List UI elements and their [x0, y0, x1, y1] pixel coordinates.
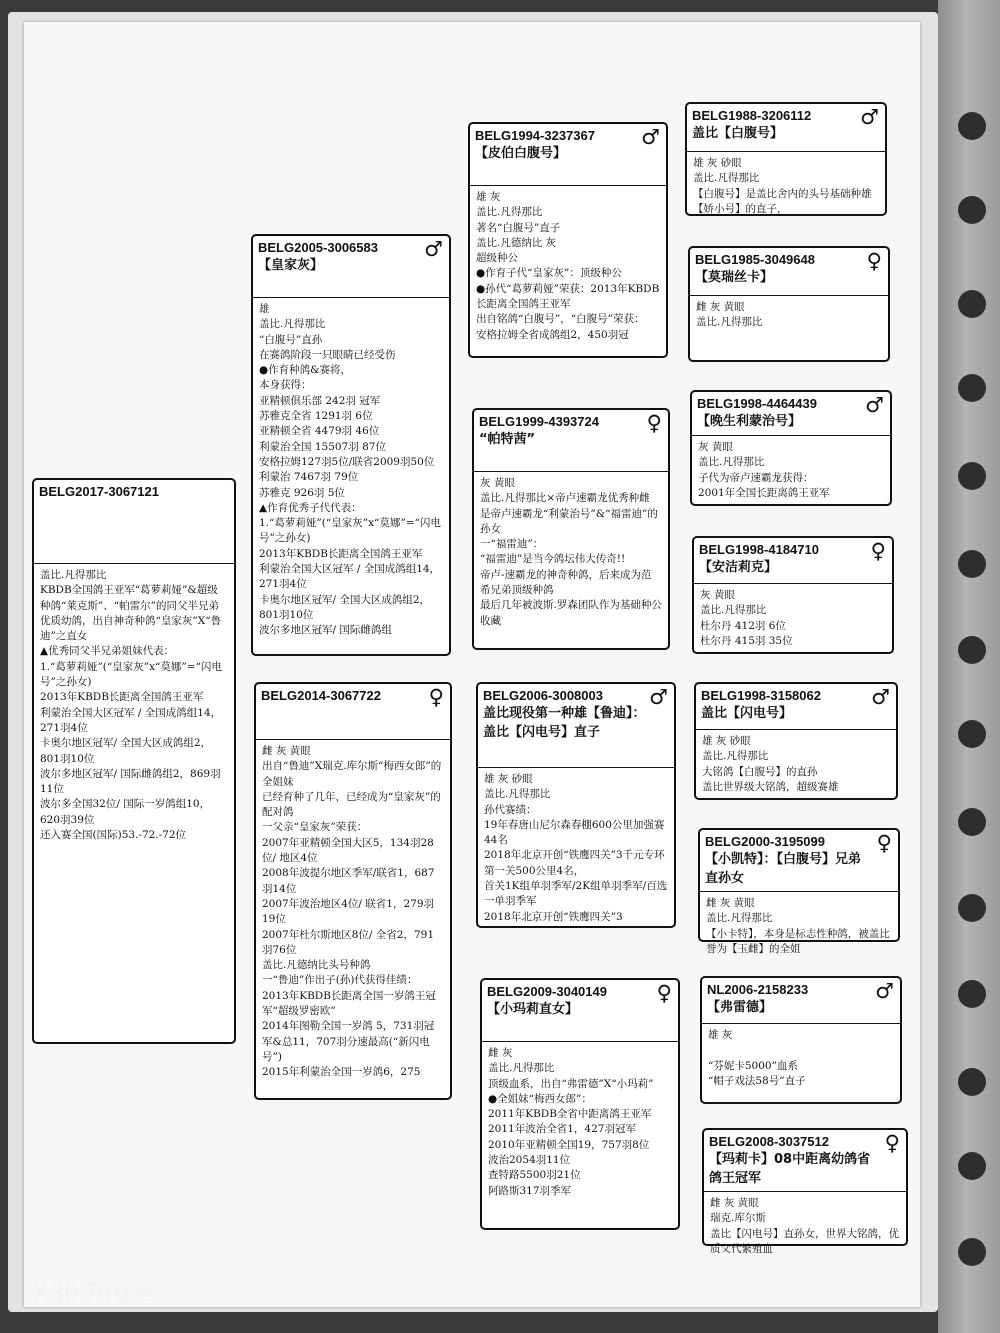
- ring-number: BELG1998-4184710: [699, 542, 819, 557]
- pigeon-name: 【小玛莉直女】: [487, 1002, 579, 1017]
- card-header: [696, 684, 896, 730]
- ring-number: BELG1994-3237367: [475, 128, 595, 143]
- card-details: 雄 灰 盖比.凡得那比 著名“白腹号”直子 盖比.凡德纳比 灰 超级种公 ●作育子代“皇家灰”：顶级种公 ●孙代“葛萝莉娅”荣获：2013年KBDB长距离全国鸽王亚军 出自铭鸽“白腹号”，“白腹号”荣获： 安格拉姆全省成鸽组2，450羽冠: [476, 191, 660, 341]
- binder-hole: [958, 112, 986, 140]
- male-icon: ♂: [875, 979, 894, 1003]
- female-icon: ♀: [870, 539, 886, 563]
- card-header: [690, 248, 888, 296]
- male-icon: ♂: [871, 685, 890, 709]
- binder-hole: [958, 808, 986, 836]
- card-header: [692, 392, 890, 436]
- card-details: 灰 黄眼 盖比.凡得那比 杜尔丹 412羽 6位 杜尔丹 415羽 35位: [700, 589, 793, 647]
- pedigree-card-ancestor: [692, 536, 894, 654]
- card-details: 雌 灰 黄眼 盖比.凡得那比 【小卡特】，本身是标志性种鸽，被盖比誉为【玉雌】的全姐: [706, 897, 890, 955]
- card-details: 雄 盖比.凡得那比 “白腹号”直孙 在赛鸽阶段一只眼睛已经受伤 ●作育种鸽&赛将， 本身获得： 亚精顿俱乐部 242羽 冠军 苏雅克全省 1291羽 6位 亚精顿全省 4479羽 46位 利蒙治全国 15507羽 87位 安格拉姆127羽5位/联省2009羽50位 利蒙治 7467羽 79位 苏雅克 926羽 5位 ▲作育优秀子代代表： 1.“葛萝莉娅”(“皇家灰”x“莫娜”=“闪电号”之孙女) 2013年KBDB长距离全国鸽王亚军 利蒙治全国大区冠军 / 全国成鸽组14，271羽4位 卡奥尔地区冠军/ 全国大区成鸽组2，801羽10位 波尔多地区冠军/ 国际雌鸽组: [259, 303, 441, 637]
- card-header: [34, 480, 234, 564]
- male-icon: ♂: [641, 125, 660, 149]
- binder-hole: [958, 290, 986, 318]
- pigeon-name: 【弗雷德】: [707, 1000, 773, 1015]
- pedigree-card-ancestor: [698, 828, 900, 955]
- pigeon-name: 盖比【白腹号】: [692, 126, 784, 141]
- card-header: [478, 684, 674, 768]
- binder-hole: [958, 374, 986, 402]
- female-icon: ♀: [884, 1131, 900, 1155]
- pigeon-name: 【小凯特】：【白腹号】兄弟直孙女: [705, 852, 862, 886]
- male-icon: ♂: [865, 393, 884, 417]
- female-icon: ♀: [428, 685, 444, 709]
- card-header: [470, 124, 666, 186]
- binder-hole: [958, 894, 986, 922]
- card-header: [702, 978, 900, 1024]
- card-header: [256, 684, 450, 740]
- card-details: 雌 灰 盖比.凡得那比 顶级血系，出自“弗雷德”X“小玛莉” ●全姐妹“梅西女郎”： 2011年KBDB全省中距离鸽王亚军 2011年波治全省1，427羽冠军 2010年亚精顿全国19，757羽8位 波治2054羽11位 查特路5500羽21位 阿路斯317羽季军: [488, 1047, 654, 1197]
- binder-hole: [958, 550, 986, 578]
- card-header: [700, 830, 898, 892]
- card-header: [694, 538, 892, 584]
- card-header: [687, 104, 885, 152]
- binder-hole: [958, 1238, 986, 1266]
- female-icon: ♀: [876, 831, 892, 855]
- pedigree-card-subject: [32, 478, 236, 1044]
- binder-hole: [958, 720, 986, 748]
- pedigree-card-granddam-maternal: [480, 978, 680, 1230]
- female-icon: ♀: [866, 249, 882, 273]
- pigeon-name: 盖比现役第一种雄【鲁迪】：盖比【闪电号】直子: [483, 706, 646, 740]
- card-details: 雄 灰 “芬妮卡5000”血系 “帽子戏法58号”直子: [708, 1029, 806, 1087]
- card-header: [474, 410, 668, 472]
- pigeon-name: 【皮伯白腹号】: [475, 146, 567, 161]
- binder-hole: [958, 196, 986, 224]
- ring-number: BELG1985-3049648: [695, 252, 815, 267]
- ring-number: BELG2009-3040149: [487, 984, 607, 999]
- pedigree-card-dam: [254, 682, 452, 1100]
- pedigree-card-ancestor: [690, 390, 892, 506]
- card-details: 灰 黄眼 盖比.凡得那比×帝卢速霸龙优秀种雌 是帝卢速霸龙“利蒙治号”&“福雷迪”的孙女 一“福雷迪”： “福雷迪”是当今鸽坛伟大传奇!! 帝卢-速霸龙的神奇种鸽，后来成为范希兄弟顶级种鸽 最后几年被波斯.罗森团队作为基础种公收藏: [480, 477, 662, 627]
- card-header: [482, 980, 678, 1042]
- pigeon-name: “帕特茜”: [479, 432, 536, 447]
- pigeon-name: 【晚生利蒙治号】: [697, 414, 802, 429]
- pedigree-card-granddam-paternal: [472, 408, 670, 650]
- pedigree-card-grandsire-maternal: [476, 682, 676, 928]
- ring-number: BELG1999-4393724: [479, 414, 599, 429]
- card-details: 雄 灰 砂眼 盖比.凡得那比 大铭鸽【白腹号】的直孙 盖比世界级大铭鸽，超级赛雄: [702, 735, 839, 793]
- card-details: 雄 灰 砂眼 盖比.凡得那比 【白腹号】是盖比舍内的头号基础种雄【娇小号】的直子，: [693, 157, 872, 215]
- card-details: 雌 灰 黄眼 瑞克.库尔斯 盖比【闪电号】直孙女，世界大铭鸽，优质父代繁殖血: [710, 1197, 899, 1255]
- pedigree-card-ancestor: [702, 1128, 908, 1255]
- binder-hole: [958, 980, 986, 1008]
- female-icon: ♀: [656, 981, 672, 1005]
- binder-hole: [958, 636, 986, 664]
- pedigree-card-ancestor: [685, 102, 887, 216]
- card-details: 盖比.凡得那比 KBDB全国鸽王亚军“葛萝莉娅”&超级种鸽“莱克斯”、“帕雷尔”的同父半兄弟 优质幼鸽，出自神奇种鸽“皇家灰”X“鲁迪”之直女 ▲优秀同父半兄弟姐妹代表： 1.“葛萝莉娅”(“皇家灰”x“莫娜”=“闪电号”之孙女) 2013年KBDB长距离全国鸽王亚军 利蒙治全国大区冠军 / 全国成鸽组14，271羽4位 卡奥尔地区冠军/ 全国大区成鸽组2，801羽10位 波尔多地区冠军/ 国际雌鸽组2，869羽11位 波尔多全国32位/ 国际一岁鸽组10，620羽39位 还入赛全国(国际)53.-72.-72位: [40, 569, 222, 842]
- pigeon-name: 【玛莉卡】08中距离幼鸽省鸽王冠军: [709, 1152, 871, 1186]
- pigeon-name: 盖比【闪电号】: [701, 706, 793, 721]
- ring-number: BELG2017-3067121: [39, 484, 159, 499]
- card-header: [704, 1130, 906, 1192]
- pigeon-name: 【莫瑞丝卡】: [695, 270, 774, 285]
- pedigree-card-grandsire-paternal: [468, 122, 668, 358]
- pedigree-sheet: [24, 22, 920, 1307]
- card-details: 雌 灰 黄眼 出自“鲁迪”X瑞克.库尔斯“梅西女郎”的全姐妹 已经育种了几年，已经成为“皇家灰”的配对鸽 一父亲“皇家灰”荣获： 2007年亚精顿全国大区5，134羽28位/ 地区4位 2008年波提尔地区季军/联省1，687羽14位 2007年波治地区4位/ 联省1，279羽19位 2007年杜尔斯地区8位/ 全省2，791羽76位 盖比.凡德纳比头号种鸽 一“鲁迪”作出子(孙)代获得佳绩： 2013年KBDB长距离全国一岁鸽王冠军“超级罗密欧” 2014年图勒全国一岁鸽 5，731羽冠军&总11，707羽分速最高(“新闪电号”) 2015年利蒙治全国一岁鸽6，275: [262, 745, 442, 1079]
- binder-hole: [958, 1068, 986, 1096]
- binder-hole: [958, 462, 986, 490]
- ring-number: BELG1998-4464439: [697, 396, 817, 411]
- binder-hole: [958, 1152, 986, 1180]
- ring-number: BELG2000-3195099: [705, 834, 825, 849]
- female-icon: ♀: [646, 411, 662, 435]
- camera-watermark: [32, 1279, 157, 1308]
- pedigree-card-ancestor: [700, 976, 902, 1104]
- card-header: [253, 236, 449, 298]
- card-details: 雄 灰 砂眼 盖比.凡得那比 孙代赛绩： 19年春唐山尼尔森春棚600公里加强赛44名 2018年北京开创“铁鹰四关”3千元专环第一关500公里4名， 首关1K组单羽季军/2K组单羽季军/百选一单羽季军 2018年北京开创“铁鹰四关”3: [484, 773, 668, 923]
- male-icon: ♂: [649, 685, 668, 709]
- ring-number: NL2006-2158233: [707, 982, 809, 997]
- ring-number: BELG2006-3008003: [483, 688, 603, 703]
- pedigree-card-ancestor: [688, 246, 890, 362]
- card-details: 雌 灰 黄眼 盖比.凡得那比: [696, 301, 763, 329]
- pedigree-card-ancestor: [694, 682, 898, 800]
- card-details: 灰 黄眼 盖比.凡得那比 子代为帝卢速霸龙获得： 2001年全国长距离鸽王亚军: [698, 441, 830, 499]
- pigeon-name: 【安洁莉克】: [699, 560, 778, 575]
- ring-number: BELG1988-3206112: [692, 108, 812, 123]
- male-icon: ♂: [424, 237, 443, 261]
- male-icon: ♂: [860, 105, 879, 129]
- ring-number: BELG2014-3067722: [261, 688, 381, 703]
- ring-number: BELG2008-3037512: [709, 1134, 829, 1149]
- ring-number: BELG2005-3006583: [258, 240, 378, 255]
- pedigree-card-sire: [251, 234, 451, 656]
- network-badge: 5G: [137, 1288, 157, 1300]
- camera-model: X30 Pro: [32, 1279, 130, 1307]
- ring-number: BELG1998-3158062: [701, 688, 821, 703]
- pigeon-name: 【皇家灰】: [258, 258, 324, 273]
